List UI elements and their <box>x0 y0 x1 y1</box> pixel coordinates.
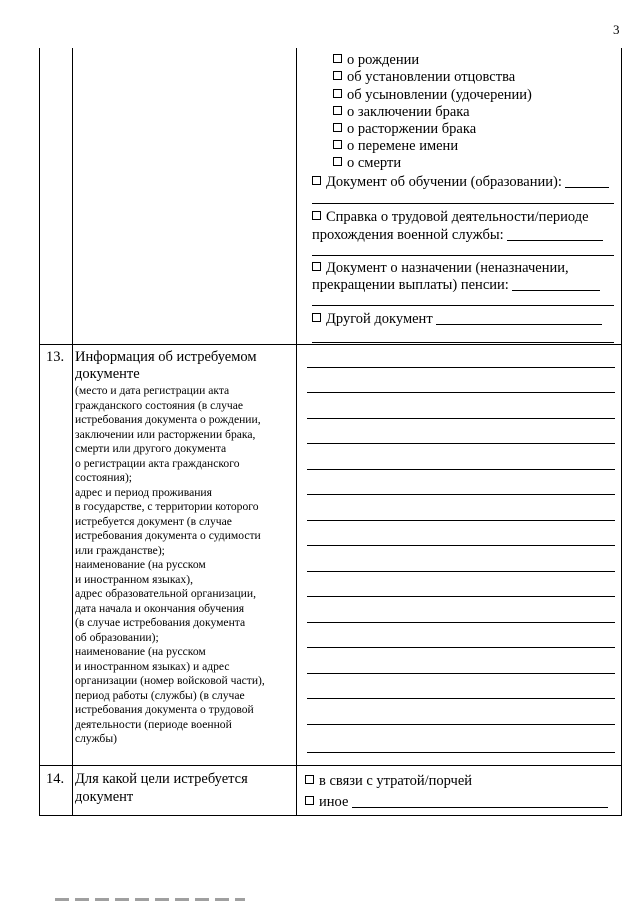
row13-details-1: (место и дата регистрации акта <box>75 384 230 397</box>
row13-details-25: службы) <box>75 732 117 745</box>
checkbox[interactable] <box>312 176 321 185</box>
answer-line[interactable] <box>307 647 615 648</box>
row13-details-4: заключении или расторжении брака, <box>75 427 256 441</box>
row13-details-18: об образовании); <box>75 630 159 644</box>
purpose-loss-option[interactable]: в связи с утратой/порчей <box>305 773 472 790</box>
row13-details-11: истребования документа о судимости <box>75 529 261 542</box>
row13-details-21: организации (номер войсковой части), <box>75 674 265 687</box>
row13-number: 13. <box>46 349 65 365</box>
row13-details-14: и иностранном языках), <box>75 572 193 586</box>
row13-details-23: истребования документа о трудовой <box>75 703 254 716</box>
row13-details-20: и иностранном языках) и адрес <box>75 659 230 673</box>
page-number: 3 <box>613 22 620 37</box>
row-divider-14 <box>39 765 622 766</box>
row14-number: 14. <box>46 771 65 787</box>
education-fill-line-2[interactable] <box>312 203 614 204</box>
row13-details-12: или гражданстве); <box>75 543 165 557</box>
work-fill-line[interactable] <box>507 228 603 241</box>
answer-line[interactable] <box>307 571 615 572</box>
table-border-right <box>621 48 622 815</box>
checkbox[interactable] <box>333 89 342 98</box>
act-option[interactable]: о расторжении брака <box>333 121 476 138</box>
row13-details-15: адрес образовательной организации, <box>75 587 256 600</box>
checkbox[interactable] <box>333 54 342 63</box>
row13-details-3: истребования документа о рождении, <box>75 413 261 426</box>
purpose-other-option[interactable]: иное <box>305 794 608 811</box>
row-divider-13 <box>39 344 622 345</box>
row13-details-17: (в случае истребования документа <box>75 616 246 629</box>
row13-details-7: состояния); <box>75 471 133 484</box>
answer-line[interactable] <box>307 752 615 753</box>
table-border-num <box>72 48 73 815</box>
answer-line[interactable] <box>307 520 615 521</box>
scan-artifact <box>55 898 245 901</box>
row13-title-line2: документе <box>75 366 140 382</box>
row13-details-22: период работы (службы) (в случае <box>75 688 245 702</box>
checkbox[interactable] <box>333 140 342 149</box>
other-document-fill-line-2[interactable] <box>312 342 614 343</box>
answer-line[interactable] <box>307 418 615 419</box>
checkbox[interactable] <box>312 262 321 271</box>
table-border-mid <box>296 48 297 815</box>
answer-line[interactable] <box>307 367 615 368</box>
other-document-fill-line[interactable] <box>436 312 602 325</box>
act-option[interactable]: об установлении отцовства <box>333 69 515 86</box>
act-option[interactable]: о заключении брака <box>333 104 470 121</box>
row13-details-13: наименование (на русском <box>75 558 206 571</box>
answer-line[interactable] <box>307 392 615 393</box>
work-certificate-option[interactable]: Справка о трудовой деятельности/периоде <box>312 209 589 226</box>
answer-line[interactable] <box>307 622 615 623</box>
pension-fill-line-2[interactable] <box>312 305 614 306</box>
answer-line[interactable] <box>307 698 615 699</box>
pension-document-option-line2: прекращении выплаты) пенсии: <box>312 277 600 294</box>
checkbox[interactable] <box>305 775 314 784</box>
act-option[interactable]: о рождении <box>333 52 419 69</box>
table-border-bottom <box>39 815 622 816</box>
row13-details-9: в государстве, с территории которого <box>75 500 259 513</box>
work-fill-line-2[interactable] <box>312 255 614 256</box>
row13-details-24: деятельности (периоде военной <box>75 717 232 731</box>
education-fill-line[interactable] <box>565 175 609 188</box>
answer-line[interactable] <box>307 724 615 725</box>
checkbox[interactable] <box>312 313 321 322</box>
table-border-left <box>39 48 40 815</box>
row13-details-6: о регистрации акта гражданского <box>75 456 240 470</box>
other-document-option[interactable]: Другой документ <box>312 311 602 328</box>
row13-details-19: наименование (на русском <box>75 645 206 658</box>
purpose-other-fill-line[interactable] <box>352 795 608 808</box>
pension-fill-line[interactable] <box>512 278 600 291</box>
answer-line[interactable] <box>307 596 615 597</box>
checkbox[interactable] <box>333 106 342 115</box>
row13-title: Информация об истребуемом <box>75 349 257 365</box>
checkbox[interactable] <box>333 71 342 80</box>
education-document-option[interactable]: Документ об обучении (образовании): <box>312 174 609 191</box>
row13-details-10: истребуется документ (в случае <box>75 514 232 528</box>
row13-details-8: адрес и период проживания <box>75 485 212 499</box>
checkbox[interactable] <box>305 796 314 805</box>
row13-details-5: смерти или другого документа <box>75 442 227 455</box>
row13-details-2: гражданского состояния (в случае <box>75 398 244 412</box>
answer-line[interactable] <box>307 545 615 546</box>
answer-line[interactable] <box>307 494 615 495</box>
checkbox[interactable] <box>333 123 342 132</box>
work-certificate-option-line2: прохождения военной службы: <box>312 227 603 244</box>
answer-line[interactable] <box>307 469 615 470</box>
row14-title-line2: документ <box>75 789 134 805</box>
act-option[interactable]: о смерти <box>333 155 401 172</box>
checkbox[interactable] <box>312 211 321 220</box>
act-option[interactable]: о перемене имени <box>333 138 458 155</box>
answer-line[interactable] <box>307 673 615 674</box>
checkbox[interactable] <box>333 157 342 166</box>
row14-title: Для какой цели истребуется <box>75 771 248 787</box>
answer-line[interactable] <box>307 443 615 444</box>
act-option[interactable]: об усыновлении (удочерении) <box>333 87 532 104</box>
row13-details-16: дата начала и окончания обучения <box>75 601 245 615</box>
pension-document-option[interactable]: Документ о назначении (неназначении, <box>312 260 569 277</box>
